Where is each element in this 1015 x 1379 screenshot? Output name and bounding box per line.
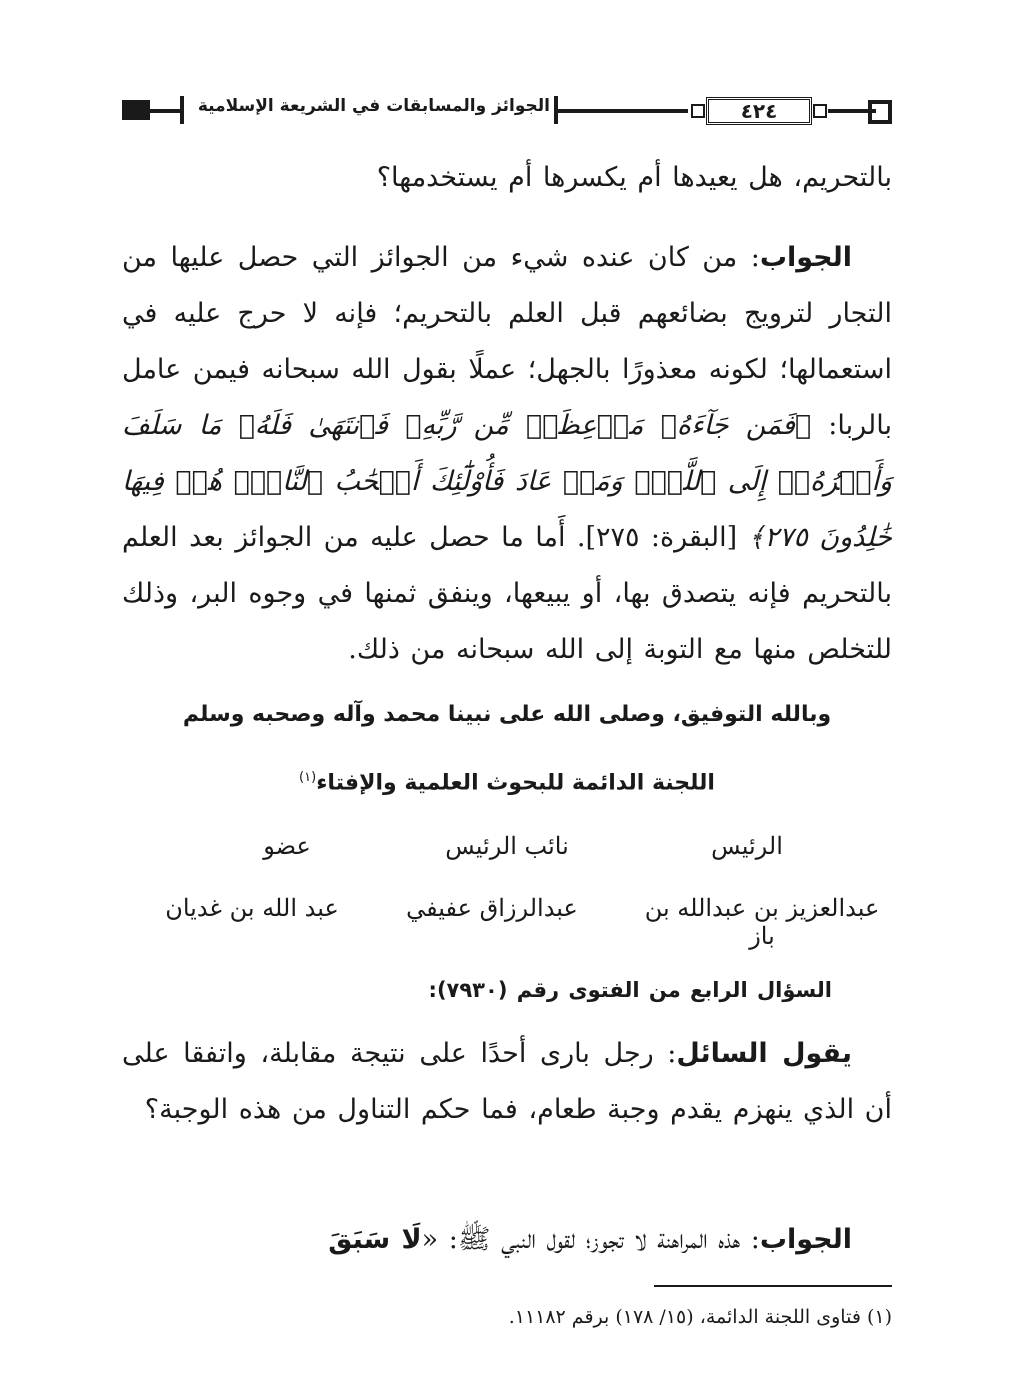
paragraph-text: بالتحريم، هل يعيدها أم يكسرها أم يستخدمها؟ <box>376 162 892 193</box>
signatory-roles <box>122 832 892 860</box>
hadith-start: لَا سَبَقَ <box>328 1224 422 1255</box>
committee-text: اللجنة الدائمة للبحوث العلمية والإفتاء <box>316 770 715 796</box>
question-paragraph <box>122 1026 892 1138</box>
header-ornament-bar <box>122 100 150 120</box>
answer-paragraph <box>122 230 892 678</box>
footnote-rule <box>654 1285 892 1287</box>
header-tick <box>554 96 558 124</box>
role-president: الرئيس <box>711 832 783 860</box>
answer-label-2: الجواب <box>759 1224 852 1255</box>
page-number-box <box>706 97 812 125</box>
signatory-names <box>122 894 892 950</box>
question-heading-text: السؤال الرابع من الفتوى رقم (٧٩٣٠): <box>428 978 832 1002</box>
role-member: عضو <box>263 832 311 860</box>
closing-salutation: وبالله التوفيق، وصلى الله على نبينا محمد وآله وصحبه وسلم <box>182 702 832 727</box>
answer-text: : من كان عنده شيء من الجوائز التي حصل عليها من التجار لترويج بضائعهم قبل العلم بالتحريم؛ فإنه لا حرج عليه في استعمالها؛ لكونه معذورًا بالجهل؛ عملًا بقول الله سبحانه فيمن عامل بالربا: <box>122 242 892 441</box>
footnote: (١) فتاوى اللجنة الدائمة، (١٥/ ١٧٨) برقم ١١١٨٢. <box>508 1306 892 1328</box>
footnote-ref: (١) <box>299 770 317 785</box>
answer-text-continued: [البقرة: ٢٧٥]. أَما ما حصل عليه من الجوائز بعد العلم بالتحريم فإنه يتصدق بها، أو يبيعها، وينفق ثمنها في وجوه البر، وذلك للتخلص منها مع التوبة إلى الله سبحانه من ذلك. <box>122 522 892 665</box>
answer-text-2: : هذه المراهنة لا تجوز؛ لقول النبي ﷺ: « <box>421 1224 760 1255</box>
answer-paragraph-2 <box>122 1212 892 1268</box>
answer-label: الجواب <box>759 242 852 273</box>
name-president: عبدالعزيز بن عبدالله بن باز <box>644 894 880 950</box>
header-rule-left <box>150 109 180 113</box>
question-heading <box>122 962 892 1018</box>
questioner-label: يقول السائل <box>676 1038 852 1069</box>
page-number: ٤٢٤ <box>740 99 778 123</box>
running-title: الجوائز والمسابقات في الشريعة الإسلامية <box>197 96 550 116</box>
committee-name <box>122 770 892 795</box>
quran-verse: ﴿فَمَن جَآءَهُۥ مَوۡعِظَةٞ مِّن رَّبِّهِۦ فَٱنتَهَىٰ فَلَهُۥ مَا سَلَفَ وَأَمۡرُهُۥٓ إِلَى ٱللَّهِۖ وَمَنۡ عَادَ فَأُوْلَٰٓئِكَ أَصۡحَٰبُ ٱلنَّارِۖ هُمۡ فِيهَا خَٰلِدُونَ ٢٧٥﴾ <box>122 410 892 553</box>
name-member: عبد الله بن غديان <box>165 894 339 922</box>
header-tick <box>180 96 184 124</box>
question-text: : رجل بارى أحدًا على نتيجة مقابلة، واتفقا على أن الذي ينهزم يقدم وجبة طعام، فما حكم التناول من هذه الوجبة؟ <box>122 1038 892 1125</box>
role-vice-president: نائب الرئيس <box>445 832 569 860</box>
name-vice-president: عبدالرزاق عفيفي <box>406 894 578 922</box>
paragraph-continuation <box>122 150 892 206</box>
header-rule-middle <box>558 109 688 113</box>
running-header <box>122 94 892 138</box>
header-rule-right <box>828 109 876 113</box>
